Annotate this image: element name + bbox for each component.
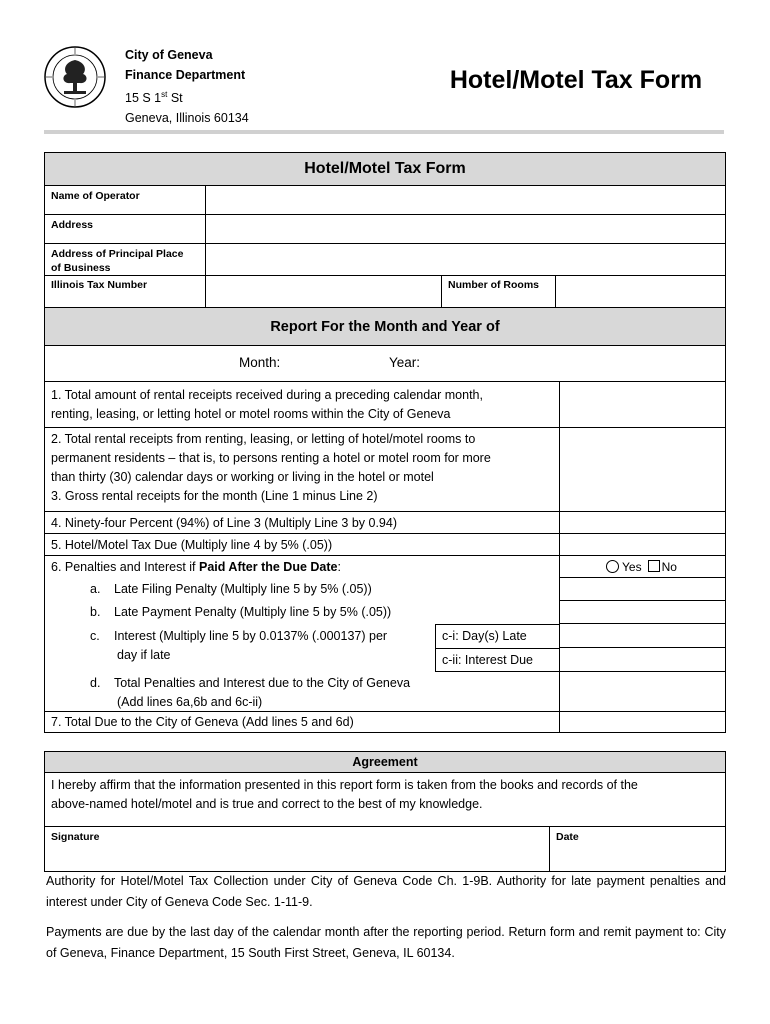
line-6-yes-no: Yes No — [559, 555, 725, 577]
city-line: Geneva, Illinois 60134 — [125, 110, 249, 125]
no-checkbox[interactable] — [648, 560, 660, 572]
line-7-text: 7. Total Due to the City of Geneva (Add lines 5 and 6d) — [45, 711, 559, 732]
line-5-text: 5. Hotel/Motel Tax Due (Multiply line 4 by 5% (.05)) — [45, 533, 559, 555]
line-2-text: 2. Total rental receipts from renting, leasing, or letting of hotel/motel rooms to permanent residents – that is, to persons renting a hotel or motel room for more than thirty (30) calendar days or working or living in the hotel or motel 3. Gross rental receipts for the month (Line 1 minus Line 2) — [45, 427, 559, 511]
city-seal-logo — [44, 46, 106, 108]
tax-number-field[interactable] — [205, 275, 441, 307]
form-title: Hotel/Motel Tax Form — [45, 153, 725, 185]
line-6c-text-cont: day if late — [117, 648, 171, 662]
operator-field[interactable] — [205, 185, 725, 214]
department-name: Finance Department — [125, 67, 246, 82]
operator-label: Name of Operator — [45, 185, 205, 214]
authority-note: Authority for Hotel/Motel Tax Collection under City of Geneva Code Ch. 1-9B. Authority for late payment penalties and interest under City of Geneva Code Sec. 1-11-9. — [46, 874, 726, 909]
payment-note: Payments are due by the last day of the calendar month after the reporting period. Return form and remit payment to: City of Geneva, Finance Department, 15 South First Street, Geneva, IL 60134. — [46, 925, 726, 960]
yes-radio[interactable] — [606, 560, 619, 573]
month-year-row — [45, 345, 725, 381]
agreement-table — [44, 751, 726, 872]
page-title: Hotel/Motel Tax Form — [449, 66, 703, 94]
line-6b-amount[interactable] — [559, 600, 725, 623]
line-6c-subcells — [435, 624, 559, 672]
month-label: Month: — [239, 355, 281, 370]
line-1-amount[interactable] — [559, 381, 725, 427]
report-period-header: Report For the Month and Year of — [45, 307, 725, 345]
line-6d-text: d. Total Penalties and Interest due to the City of Geneva — [90, 676, 411, 690]
line-6d-amount[interactable] — [559, 671, 725, 711]
line-7-amount[interactable] — [559, 711, 725, 732]
days-late-field[interactable] — [559, 623, 725, 647]
principal-place-label: Address of Principal Place of Business — [45, 243, 205, 275]
rooms-field[interactable] — [555, 275, 725, 307]
rooms-label: Number of Rooms — [441, 275, 555, 307]
address-field[interactable] — [205, 214, 725, 243]
street-address: 15 S 1st St — [125, 90, 183, 106]
days-late-label: c-i: Day(s) Late — [442, 629, 527, 643]
interest-due-label: c-ii: Interest Due — [442, 653, 534, 667]
organization-address — [125, 46, 249, 128]
year-label: Year: — [389, 355, 421, 370]
line-2-amount[interactable] — [559, 427, 725, 511]
principal-place-field[interactable] — [205, 243, 725, 275]
line-6c-text: c. Interest (Multiply line 5 by 0.0137% (.000137) per — [90, 629, 388, 643]
date-label: Date — [556, 831, 579, 843]
line-4-text: 4. Ninety-four Percent (94%) of Line 3 (Multiply Line 3 by 0.94) — [45, 511, 559, 533]
line-4-amount[interactable] — [559, 511, 725, 533]
agreement-header: Agreement — [45, 752, 725, 772]
header-divider — [44, 130, 724, 134]
line-3-text: 3. Gross rental receipts for the month (Line 1 minus Line 2) — [51, 489, 378, 503]
signature-field[interactable] — [45, 826, 549, 871]
signature-label: Signature — [51, 831, 100, 843]
line-1-text: 1. Total amount of rental receipts received during a preceding calendar month, renting, leasing, or letting hotel or motel rooms within the City of Geneva — [45, 381, 559, 427]
tax-form-table — [44, 152, 726, 733]
line-6-block — [45, 555, 559, 711]
address-label: Address — [45, 214, 205, 243]
line-6b-text: b. Late Payment Penalty (Multiply line 5 by 5% (.05)) — [90, 605, 392, 619]
line-6d-text-cont: (Add lines 6a,6b and 6c-ii) — [117, 695, 263, 709]
date-field[interactable] — [549, 826, 725, 871]
line-6-text: 6. Penalties and Interest if Paid After the Due Date: — [51, 560, 341, 574]
line-6a-amount[interactable] — [559, 577, 725, 600]
agreement-text: I hereby affirm that the information presented in this report form is taken from the books and records of the above-named hotel/motel and is true and correct to the best of my knowledge. — [45, 772, 725, 826]
org-name: City of Geneva — [125, 48, 213, 62]
tax-number-label: Illinois Tax Number — [45, 275, 205, 307]
interest-due-field[interactable] — [559, 647, 725, 671]
line-5-amount[interactable] — [559, 533, 725, 555]
line-6a-text: a. Late Filing Penalty (Multiply line 5 by 5% (.05)) — [90, 582, 372, 596]
